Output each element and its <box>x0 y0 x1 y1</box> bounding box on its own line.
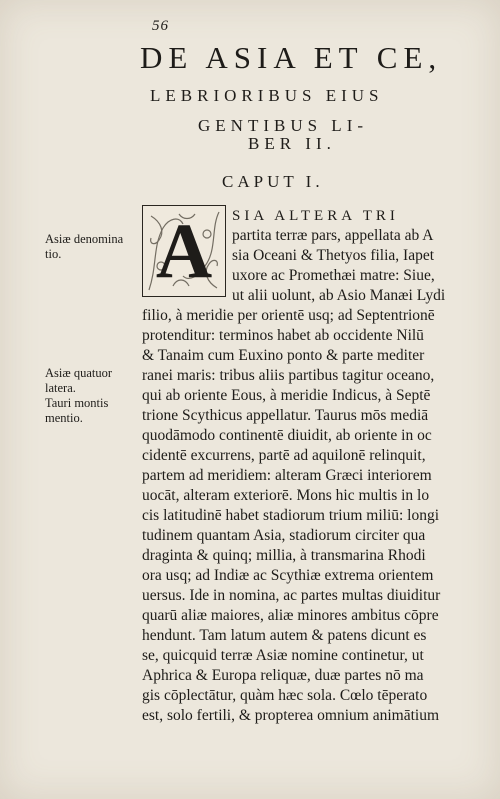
margin-note-line: tio. <box>45 247 62 261</box>
text-line: trione Scythicus appellatur. Taurus mōs mediā <box>142 407 429 424</box>
text-line: hendunt. Tam latum autem & patens dicunt es <box>142 627 427 644</box>
book-title-line-1: DE ASIA ET CE, <box>140 40 443 75</box>
text-line: qui ab oriente Eous, à meridie Indicus, à Septē <box>142 387 431 404</box>
decorated-initial <box>142 205 226 297</box>
book-title-line-4: BER II. <box>248 134 336 153</box>
book-title-line-2: LEBRIORIBUS EIUS <box>150 86 384 105</box>
chapter-heading: CAPUT I. <box>222 172 324 191</box>
margin-note-line: Tauri montis <box>45 396 109 410</box>
text-line: uocāt, alteram exteriorē. Mons hic multis in lo <box>142 487 430 504</box>
text-line: quodāmodo continentē diuidit, ab oriente in oc <box>142 427 432 444</box>
text-line: SIA ALTERA TRI <box>232 208 399 224</box>
text-line: se, quicquid terræ Asiæ nomine continetur, ut <box>142 647 424 664</box>
book-title-line-3: GENTIBUS LI- <box>198 116 369 135</box>
text-line: draginta & quinq; millia, à transmarina Rhodi <box>142 547 426 564</box>
text-line: Aphrica & Europa reliquæ, duæ partes nō ma <box>142 667 424 684</box>
text-line: cidentē excurrens, partē ad aquilonē relinquit, <box>142 447 426 464</box>
margin-note-2 <box>45 366 112 426</box>
text-line: est, solo fertili, & propterea omnium animātium <box>142 707 440 724</box>
text-line: ora usq; ad Indiæ ac Scythiæ extrema orientem <box>142 567 434 584</box>
text-line: partem ad meridiem: alteram Græci interiorem <box>142 467 432 484</box>
margin-note-line: Asiæ denomina <box>45 232 124 246</box>
margin-note-line: latera. <box>45 381 76 395</box>
text-line: uxore ac Promethæi matre: Siue, <box>232 267 435 284</box>
text-line: sia Oceani & Thetyos filia, Iapet <box>232 247 435 264</box>
text-line: gis cōplectātur, quàm hæc sola. Cœlo tēperato <box>142 687 428 704</box>
text-line: & Tanaim cum Euxino ponto & parte mediter <box>142 347 425 364</box>
margin-note-line: mentio. <box>45 411 83 425</box>
text-line: ranei maris: tribus aliis partibus tagitur oceano, <box>142 367 435 384</box>
margin-note-line: Asiæ quatuor <box>45 366 113 380</box>
text-line: quarū aliæ maiores, aliæ minores ambitus cōpre <box>142 607 439 624</box>
text-line: filio, à meridie per orientē usq; ad Septentrionē <box>142 307 435 324</box>
text-line: cis latitudinē habet stadiorum trium miliū: longi <box>142 507 440 524</box>
text-line: protenditur: terminos habet ab occidente Nilū <box>142 327 424 344</box>
text-line: tudinem quantam Asia, stadiorum circiter qua <box>142 527 426 544</box>
drop-cap-letter: A <box>155 207 213 294</box>
page-number: 56 <box>152 18 169 34</box>
text-line: uersus. Ide in nomina, ac partes multas diuiditur <box>142 587 441 604</box>
margin-note-1 <box>45 232 123 262</box>
text-line: partita terræ pars, appellata ab A <box>232 227 434 244</box>
text-line: ut alii uolunt, ab Asio Manæi Lydi <box>232 287 446 304</box>
